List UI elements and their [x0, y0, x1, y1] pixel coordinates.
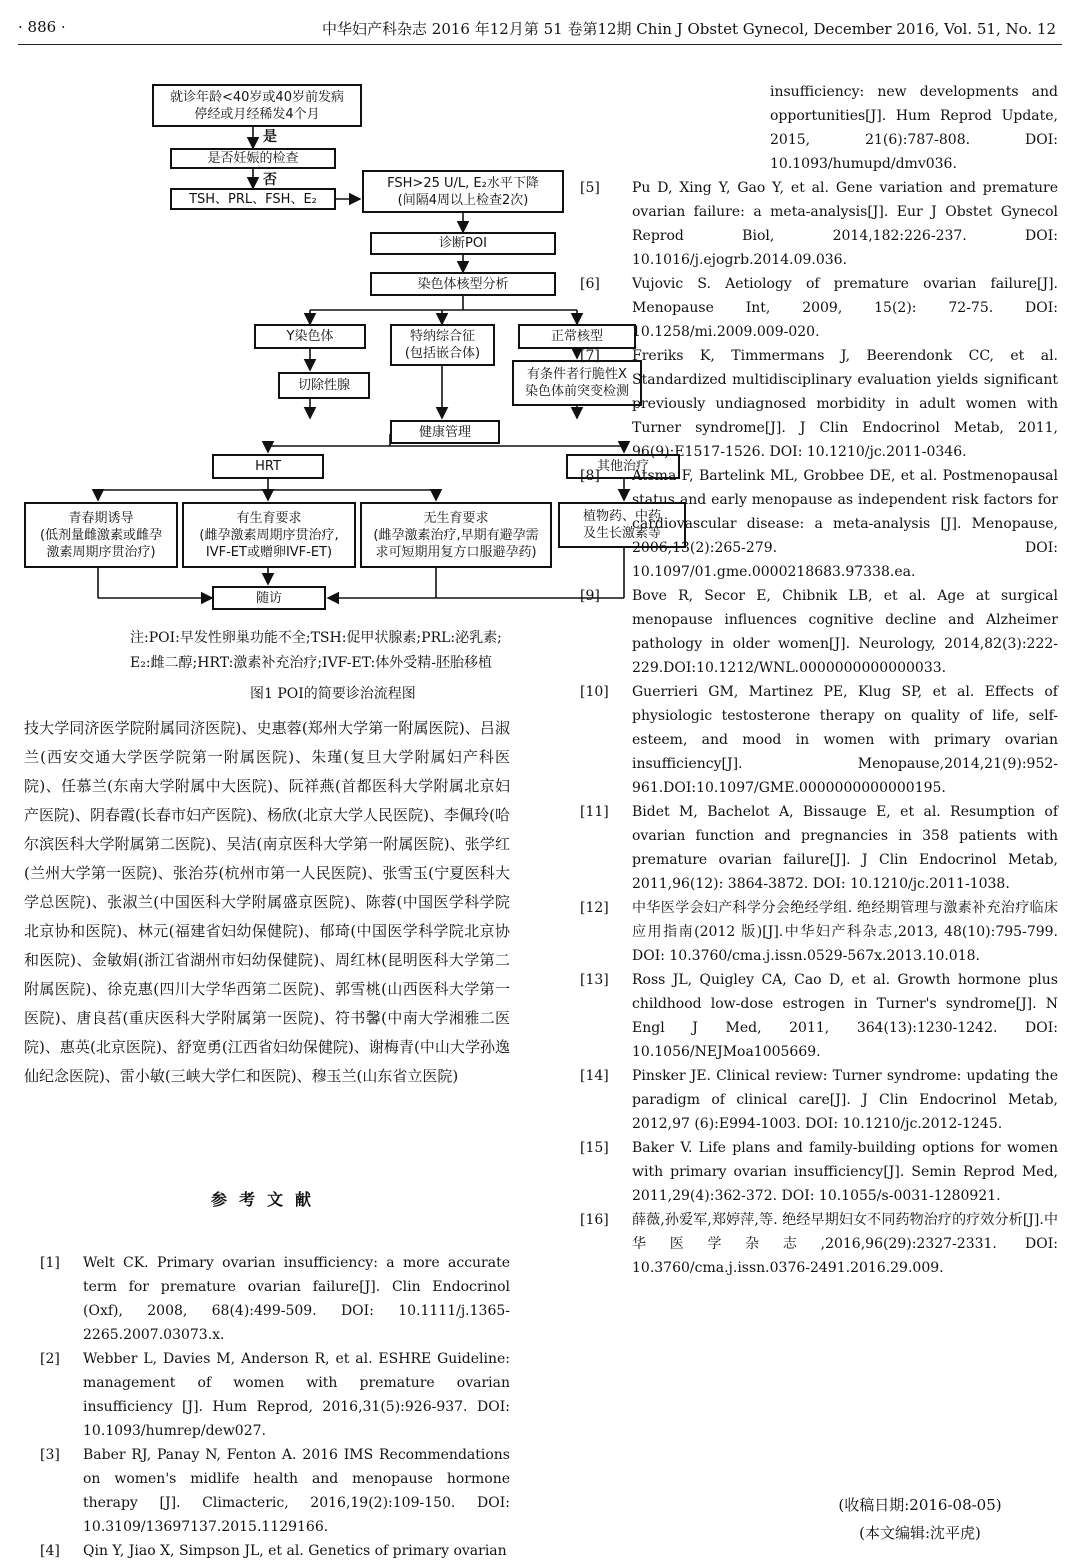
reference-item: [2] Webber L, Davies M, Anderson R, et al. ESHRE Guideline: management of women with premature ovarian insufficiency [J]. Hum Reprod, 2016,31(5):926-937. DOI: 10.1093/humrep/dew027.	[40, 1351, 510, 1439]
flow-hormone-tests: TSH、PRL、FSH、E₂	[170, 188, 336, 210]
reference-item: [5] Pu D, Xing Y, Gao Y, et al. Gene variation and premature ovarian failure: a meta-analysis[J]. Eur J Obstet Gynecol Reprod Biol, 2014,182:226-237. DOI: 10.1016/j.ejogrb.2014.09.036.	[580, 180, 1058, 268]
reference-list-left	[40, 1251, 510, 1563]
flow-fragile-x: 有条件者行脆性X 染色体前突变检测	[512, 360, 642, 406]
figure-note-line-2: E₂:雌二醇;HRT:激素补充治疗;IVF-ET:体外受精-胚胎移植	[130, 655, 493, 671]
flow-y-chromosome: Y染色体	[254, 324, 366, 349]
reference-continuation: insufficiency: new developments and opportunities[J]. Hum Reprod Update, 2015, 21(6):787-808. DOI: 10.1093/humupd/dmv036.	[770, 84, 1058, 172]
flow-yes-label: 是	[263, 129, 277, 145]
flow-pregnancy-check: 是否妊娠的检查	[170, 148, 336, 169]
flow-fertility-yes: 有生育要求 (雌孕激素周期序贯治疗, IVF-ET或赠卵IVF-ET)	[182, 502, 356, 568]
flow-fsh-criteria: FSH>25 U/L, E₂水平下降 (间隔4周以上检查2次)	[362, 170, 564, 213]
flow-start-criteria: 就诊年龄<40岁或40岁前发病 停经或月经稀发4个月	[152, 84, 362, 127]
reference-item: [14] Pinsker JE. Clinical review: Turner syndrome: updating the paradigm of clinical care[J]. J Clin Endocrinol Metab, 2012,97 (6):E994-1003. DOI: 10.1210/jc.2012-1245.	[580, 1068, 1058, 1132]
page-number: · 886 ·	[18, 18, 66, 36]
reference-item: [9] Bove R, Secor E, Chibnik LB, et al. Age at surgical menopause influences cognitive decline and Alzheimer pathology in older women[J]. Neurology, 2014,82(3):222-229.DOI:10.1212/WNL.0000000000000033.	[580, 588, 1058, 676]
reference-item: [1] Welt CK. Primary ovarian insufficiency: a more accurate term for premature ovarian failure[J]. Clin Endocrinol (Oxf), 2008, 68(4):499-509. DOI: 10.1111/j.1365-2265.2007.03073.x.	[40, 1255, 510, 1343]
flow-herbal: 植物药、中药 及生长激素等	[558, 502, 686, 548]
flow-normal-karyotype: 正常核型	[518, 324, 636, 349]
flow-other-treatment: 其他治疗	[566, 454, 680, 479]
figure-note	[130, 626, 590, 676]
editor-credit: (本文编辑:沈平虎)	[859, 1524, 981, 1542]
reference-list-right	[580, 80, 1058, 1280]
reference-item: [12] 中华医学会妇产科学分会绝经学组. 绝经期管理与激素补充治疗临床应用指南(2012 版)[J].中华妇产科杂志,2013, 48(10):795-799. DOI: 10.3760/cma.j.issn.0529-567x.2013.10.018.	[580, 900, 1058, 964]
reference-item: [10] Guerrieri GM, Martinez PE, Klug SP, et al. Effects of physiologic testosterone therapy on quality of life, self-esteem, and mood in women with primary ovarian insufficiency[J]. Menopause,2014,21(9):952-961.DOI:10.1097/GME.0000000000000195.	[580, 684, 1058, 796]
flow-health-mgmt: 健康管理	[390, 420, 500, 444]
journal-citation: 中华妇产科杂志 2016 年12月第 51 卷第12期 Chin J Obstet Gynecol, December 2016, Vol. 51, No. 12	[322, 20, 1056, 38]
flow-remove-gonad: 切除性腺	[278, 372, 370, 399]
received-info	[820, 1491, 1020, 1547]
flow-no-label: 否	[263, 172, 277, 188]
flow-puberty: 青春期诱导 (低剂量雌激素或雌孕 激素周期序贯治疗)	[24, 502, 178, 568]
reference-item: [3] Baber RJ, Panay N, Fenton A. 2016 IMS Recommendations on women's midlife health and menopause hormone therapy [J]. Climacteric, 2016,19(2):109-150. DOI: 10.3109/13697137.2015.1129166.	[40, 1447, 510, 1535]
reference-item: [7] Freriks K, Timmermans J, Beerendonk CC, et al. Standardized multidisciplinary evaluation yields significant previously undiagnosed morbidity in adult women with Turner syndrome[J]. J Clin Endocrinol Metab, 2011, 96(9):E1517-1526. DOI: 10.1210/jc.2011-0346.	[580, 348, 1058, 460]
reference-item: [11] Bidet M, Bachelot A, Bissauge E, et al. Resumption of ovarian function and pregnancies in 358 patients with premature ovarian failure[J]. J Clin Endocrinol Metab, 2011,96(12): 3864-3872. DOI: 10.1210/jc.2011-1038.	[580, 804, 1058, 892]
reference-item: [13] Ross JL, Quigley CA, Cao D, et al. Growth hormone plus childhood low-dose estrogen in Turner's syndrome[J]. N Engl J Med, 2011, 364(13):1230-1242. DOI: 10.1056/NEJMoa1005669.	[580, 972, 1058, 1060]
figure-caption: 图1 POI的简要诊治流程图	[250, 686, 416, 702]
reference-item: [4] Qin Y, Jiao X, Simpson JL, et al. Genetics of primary ovarian	[40, 1543, 507, 1559]
flow-hrt: HRT	[212, 454, 324, 479]
reference-item: [16] 薛薇,孙爱军,郑婷萍,等. 绝经早期妇女不同药物治疗的疗效分析[J].中华医学杂志,2016,96(29):2327-2331. DOI: 10.3760/cma.j.issn.0376-2491.2016.29.009.	[580, 1212, 1058, 1276]
references-heading: 参考文献	[210, 1190, 323, 1209]
flow-diagnosis: 诊断POI	[370, 232, 556, 255]
flow-karyotype: 染色体核型分析	[370, 272, 556, 296]
author-affiliations-text: 技大学同济医学院附属同济医院)、史惠蓉(郑州大学第一附属医院)、吕淑兰(西安交通大学医学院第一附属医院)、朱瑾(复旦大学附属妇产科医院)、任慕兰(东南大学附属中大医院)、阮祥燕(首都医科大学附属北京妇产医院)、阴春霞(长春市妇产医院)、杨欣(北京大学人民医院)、李佩玲(哈尔滨医科大学附属第二医院)、吴洁(南京医科大学第一附属医院)、张学红(兰州大学第一医院)、张治芬(杭州市第一人民医院)、张雪玉(宁夏医科大学总医院)、张淑兰(中国医科大学附属盛京医院)、陈蓉(中国医学科学院北京协和医院)、林元(福建省妇幼保健院)、郁琦(中国医学科学院北京协和医院)、金敏娟(浙江省湖州市妇幼保健院)、周红林(昆明医科大学第二附属医院)、徐克惠(四川大学华西第二医院)、郭雪桃(山西医科大学第一医院)、唐良萏(重庆医科大学附属第一医院)、符书馨(中南大学湘雅二医院)、惠英(北京医院)、舒宽勇(江西省妇幼保健院)、谢梅青(中山大学孙逸仙纪念医院)、雷小敏(三峡大学仁和医院)、穆玉兰(山东省立医院)	[24, 719, 510, 1085]
flow-turner: 特纳综合征 (包括嵌合体)	[390, 324, 495, 366]
reference-item: [15] Baker V. Life plans and family-building options for women with primary ovarian insufficiency[J]. Semin Reprod Med, 2011,29(4):362-372. DOI: 10.1055/s-0031-1280921.	[580, 1140, 1058, 1204]
flow-fertility-no: 无生育要求 (雌孕激素治疗,早期有避孕需 求可短期用复方口服避孕药)	[360, 502, 552, 568]
reference-item: [6] Vujovic S. Aetiology of premature ovarian failure[J]. Menopause Int, 2009, 15(2): 72-75. DOI: 10.1258/mi.2009.009-020.	[580, 276, 1058, 340]
reference-item: [8] Atsma F, Bartelink ML, Grobbee DE, et al. Postmenopausal status and early menopause as independent risk factors for cardiovascular disease: a meta-analysis [J]. Menopause, 2006,13(2):265-279. DOI: 10.1097/01.gme.0000218683.97338.ea.	[580, 468, 1058, 580]
figure-note-line-1: 注:POI:早发性卵巢功能不全;TSH:促甲状腺素;PRL:泌乳素;	[130, 630, 502, 646]
header-rule	[18, 44, 1062, 45]
received-date: (收稿日期:2016-08-05)	[838, 1496, 1002, 1514]
flow-follow-up: 随访	[212, 586, 326, 610]
